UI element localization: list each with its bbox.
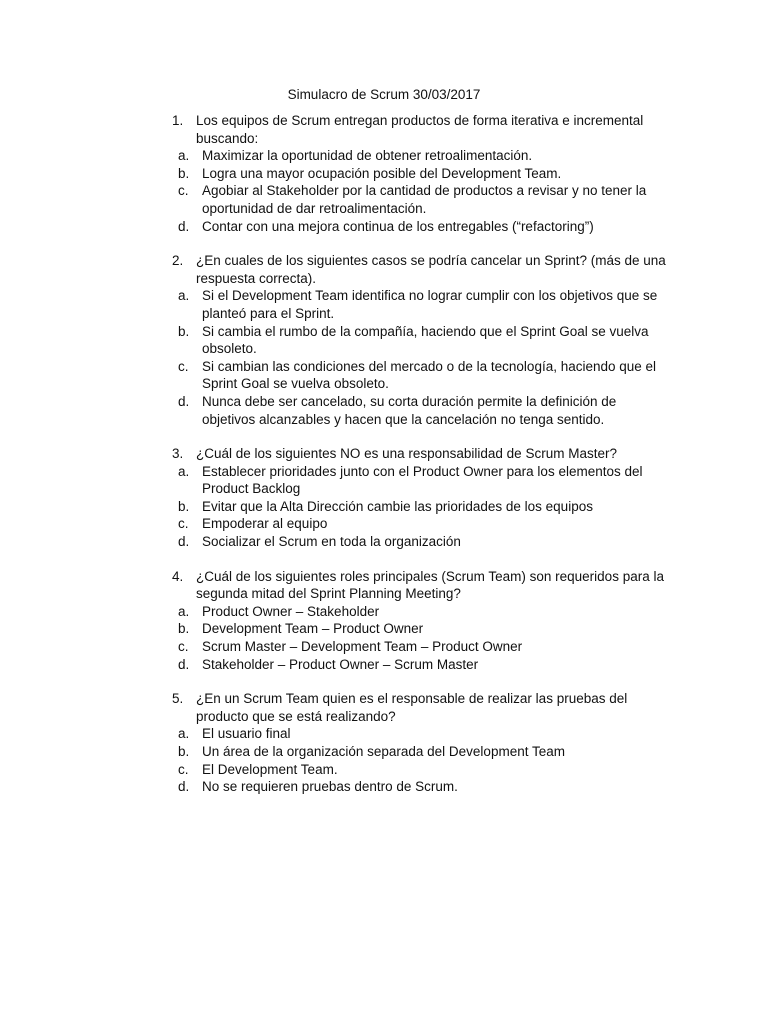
option-text: Empoderar al equipo — [202, 516, 328, 532]
question-5-stem — [172, 690, 672, 725]
question-4-option-d — [178, 656, 672, 674]
question-3-text: ¿Cuál de los siguientes NO es una responsabilidad de Scrum Master? — [196, 446, 617, 462]
option-text: Si cambia el rumbo de la compañía, haciendo que el Sprint Goal se vuelva obsoleto. — [202, 323, 649, 357]
option-letter: a. — [178, 603, 190, 619]
option-letter: c. — [178, 183, 189, 199]
question-3-options — [172, 463, 672, 551]
option-letter: b. — [178, 621, 190, 637]
option-letter: c. — [178, 639, 189, 655]
option-letter: a. — [178, 463, 190, 479]
question-5-option-c — [178, 761, 672, 779]
question-1-stem — [172, 112, 672, 147]
question-4-option-b — [178, 620, 672, 638]
question-4-stem — [172, 568, 672, 603]
option-text: No se requieren pruebas dentro de Scrum. — [202, 779, 458, 795]
question-5-options — [172, 725, 672, 795]
question-2-stem — [172, 252, 672, 287]
question-2-option-a — [178, 287, 672, 322]
option-text: Agobiar al Stakeholder por la cantidad de productos a revisar y no tener la oportunidad de dar retroalimentación. — [202, 183, 647, 216]
question-2-number: 2. — [172, 253, 184, 269]
option-letter: b. — [178, 165, 190, 181]
option-letter: d. — [178, 534, 190, 550]
option-letter: d. — [178, 218, 190, 234]
option-text: Maximizar la oportunidad de obtener retroalimentación. — [202, 148, 533, 164]
question-1-option-b — [178, 165, 672, 183]
question-2-option-d — [178, 393, 672, 428]
question-5-option-a — [178, 725, 672, 743]
option-letter: b. — [178, 744, 190, 759]
question-3-stem — [172, 445, 672, 463]
question-2-text: ¿En cuales de los siguientes casos se podría cancelar un Sprint? (más de una respuesta correcta). — [196, 253, 666, 286]
option-text: El Development Team. — [202, 761, 338, 777]
question-3-option-b — [178, 498, 672, 516]
option-text: Un área de la organización separada del Development Team — [202, 744, 565, 759]
option-letter: c. — [178, 761, 189, 777]
question-3-option-d — [178, 533, 672, 551]
option-letter: d. — [178, 393, 190, 409]
option-letter: d. — [178, 656, 190, 672]
question-4 — [172, 568, 672, 674]
question-1-number: 1. — [172, 113, 184, 128]
question-5-option-d — [178, 778, 672, 796]
question-2-options — [172, 287, 672, 428]
option-text: El usuario final — [202, 726, 291, 742]
option-text: Si el Development Team identifica no lograr cumplir con los objetivos que se planteó para el Sprint. — [202, 288, 658, 321]
document-title: Simulacro de Scrum 30/03/2017 — [287, 87, 481, 102]
question-3-option-a — [178, 463, 672, 498]
option-letter: a. — [178, 288, 190, 304]
question-4-option-a — [178, 603, 672, 621]
option-text: Socializar el Scrum en toda la organización — [202, 534, 461, 550]
option-letter: a. — [178, 726, 190, 742]
question-4-text: ¿Cuál de los siguientes roles principales (Scrum Team) son requeridos para la segunda mitad del Sprint Planning Meeting? — [196, 568, 664, 602]
question-1-option-c — [178, 182, 672, 217]
option-text: Logra una mayor ocupación posible del Development Team. — [202, 165, 562, 181]
question-5-option-b — [178, 743, 672, 761]
question-2-option-b — [178, 323, 672, 358]
question-1 — [172, 112, 672, 235]
option-text: Development Team – Product Owner — [202, 621, 424, 637]
option-text: Product Owner – Stakeholder — [202, 603, 380, 619]
option-letter: d. — [178, 779, 190, 795]
option-text: Establecer prioridades junto con el Product Owner para los elementos del Product Backlog — [202, 463, 643, 497]
option-letter: c. — [178, 358, 189, 374]
option-text: Evitar que la Alta Dirección cambie las prioridades de los equipos — [202, 498, 593, 514]
question-5 — [172, 690, 672, 796]
question-2 — [172, 252, 672, 428]
question-1-option-d — [178, 218, 672, 236]
option-letter: a. — [178, 148, 190, 164]
question-list — [172, 112, 672, 813]
option-letter: b. — [178, 498, 190, 514]
option-text: Nunca debe ser cancelado, su corta duración permite la definición de objetivos alcanzables y hacen que la cancelación no tenga sentido. — [202, 393, 617, 427]
question-1-option-a — [178, 147, 672, 165]
question-5-number: 5. — [172, 691, 184, 707]
question-4-number: 4. — [172, 568, 184, 584]
option-text: Stakeholder – Product Owner – Scrum Master — [202, 656, 479, 672]
question-2-option-c — [178, 358, 672, 393]
question-3 — [172, 445, 672, 551]
question-3-number: 3. — [172, 446, 184, 462]
question-1-text: Los equipos de Scrum entregan productos de forma iterativa e incremental buscando: — [196, 113, 644, 146]
option-text: Si cambian las condiciones del mercado o de la tecnología, haciendo que el Sprint Goal se vuelva obsoleto. — [202, 358, 657, 392]
question-1-options — [172, 147, 672, 235]
question-5-text: ¿En un Scrum Team quien es el responsable de realizar las pruebas del producto que se está realizando? — [196, 691, 628, 724]
option-letter: b. — [178, 323, 190, 339]
question-4-option-c — [178, 638, 672, 656]
option-text: Scrum Master – Development Team – Product Owner — [202, 639, 523, 655]
question-3-option-c — [178, 515, 672, 533]
question-4-options — [172, 603, 672, 673]
option-text: Contar con una mejora continua de los entregables (“refactoring”) — [202, 218, 594, 234]
option-letter: c. — [178, 516, 189, 532]
